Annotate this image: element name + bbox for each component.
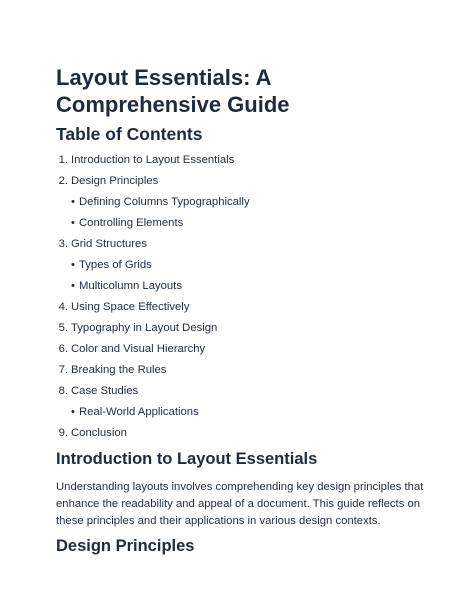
- section-heading-intro: Introduction to Layout Essentials: [56, 450, 318, 468]
- toc-subitem: • Types of Grids: [67, 255, 416, 276]
- toc-item: 4. Using Space Effectively: [58, 301, 190, 313]
- toc-item: 9. Conclusion: [58, 427, 127, 439]
- toc-item-label: Breaking the Rules: [71, 364, 167, 376]
- toc-item-label: Case Studies: [71, 385, 139, 397]
- toc-sublist: [56, 192, 416, 234]
- bullet-icon: •: [71, 217, 75, 229]
- toc-subitem: • Defining Columns Typographically: [67, 192, 416, 213]
- toc-subitem: • Controlling Elements: [67, 213, 416, 234]
- table-of-contents: [56, 150, 416, 444]
- toc-item-label: Color and Visual Hierarchy: [71, 343, 206, 355]
- toc-sublist: [56, 255, 416, 297]
- section-heading-design-principles: Design Principles: [56, 537, 195, 555]
- toc-item: 1. Introduction to Layout Essentials: [58, 154, 235, 166]
- toc-item-label: Design Principles: [71, 175, 159, 187]
- toc-item-label: Using Space Effectively: [71, 301, 190, 313]
- bullet-icon: •: [71, 259, 75, 271]
- toc-item-label: Conclusion: [71, 427, 127, 439]
- toc-item-label: Introduction to Layout Essentials: [71, 154, 235, 166]
- bullet-icon: •: [71, 406, 75, 418]
- toc-item: 3. Grid Structures • Types of Grids • Multicolumn Layouts: [56, 234, 416, 297]
- document-title: Layout Essentials: A Comprehensive Guide: [56, 65, 290, 117]
- toc-item-label: Typography in Layout Design: [71, 322, 218, 334]
- toc-subitem: • Real-World Applications: [67, 402, 416, 423]
- toc-item: 2. Design Principles • Defining Columns Typographically • Controlling Elements: [56, 171, 416, 234]
- toc-subitem: • Multicolumn Layouts: [67, 276, 416, 297]
- toc-item-label: Grid Structures: [71, 238, 147, 250]
- toc-heading: Table of Contents: [56, 124, 203, 144]
- toc-sublist: [56, 402, 416, 423]
- toc-item: 5. Typography in Layout Design: [58, 322, 218, 334]
- bullet-icon: •: [71, 280, 75, 292]
- bullet-icon: •: [71, 196, 75, 208]
- toc-item: 7. Breaking the Rules: [58, 364, 167, 376]
- intro-paragraph: Understanding layouts involves comprehending key design principles that enhance the readability and appeal of a document. This guide reflects on these principles and their applications in various design contexts.: [56, 481, 424, 527]
- toc-item: 8. Case Studies • Real-World Applications: [56, 381, 416, 423]
- toc-item: 6. Color and Visual Hierarchy: [58, 343, 206, 355]
